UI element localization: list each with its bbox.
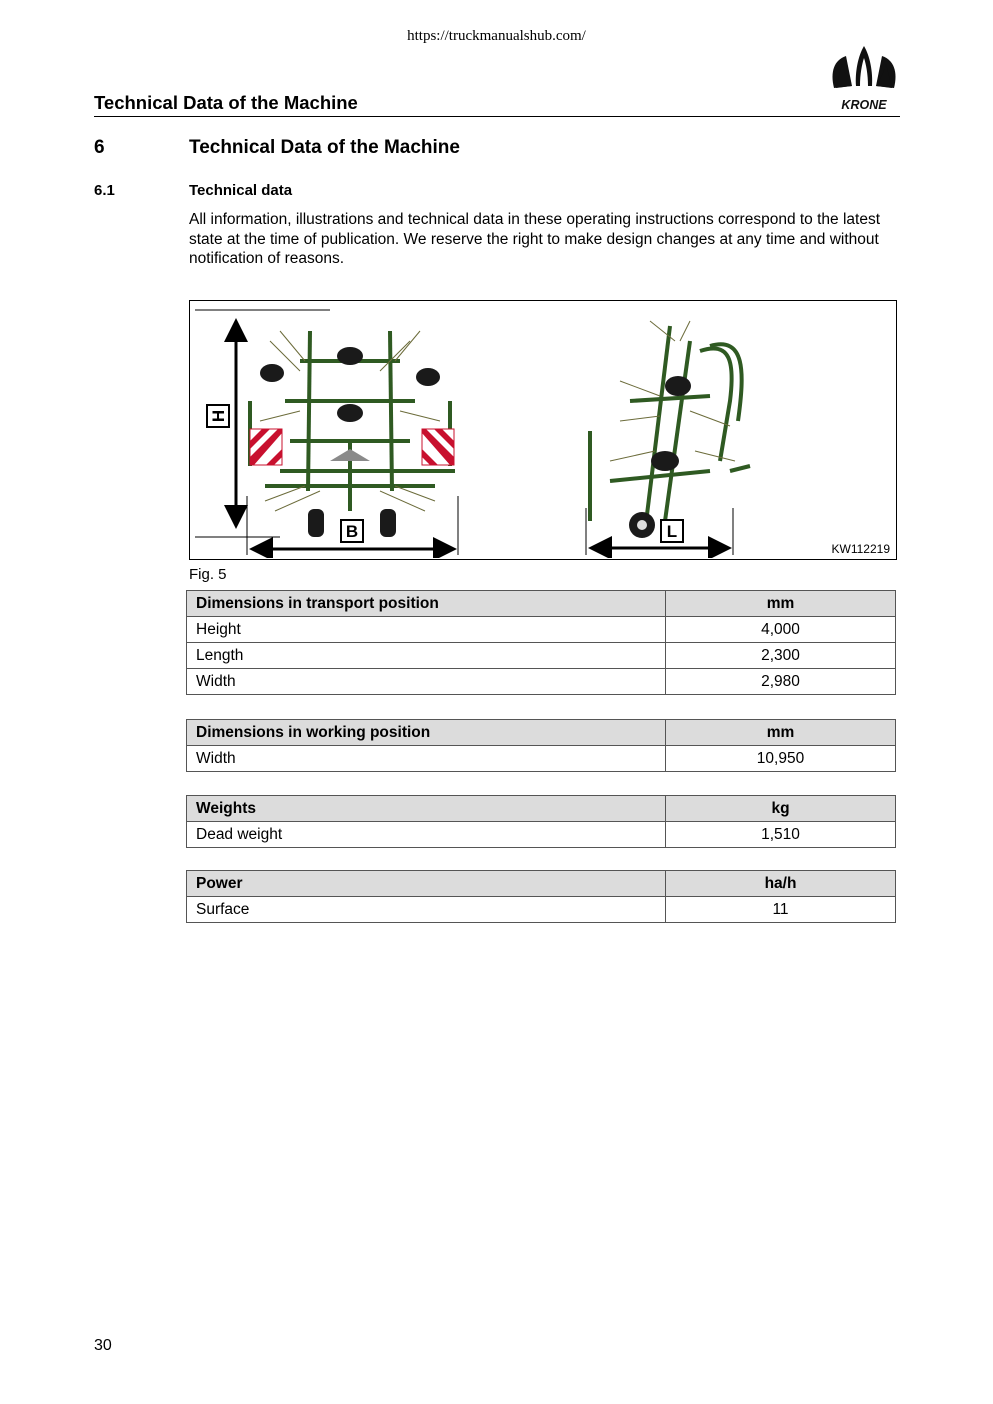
center-shield — [330, 449, 370, 461]
source-url[interactable]: https://truckmanualshub.com/ — [407, 28, 586, 44]
table-header-row — [187, 591, 896, 617]
intro-paragraph: All information, illustrations and technical data in these operating instructions correspond to the latest state at the time of publication. We reserve the right to make design changes at any time and without notification of reasons. — [189, 211, 880, 267]
table-cell-label: Width — [187, 669, 666, 695]
table-row — [187, 746, 896, 772]
table-header-cell: Power — [187, 871, 666, 897]
machine-illustration — [190, 301, 895, 558]
header-divider — [94, 116, 900, 117]
table-row — [187, 897, 896, 923]
table-cell-label: Surface — [187, 897, 666, 923]
table-cell-value: 4,000 — [666, 617, 896, 643]
section-title: Technical data — [189, 182, 293, 199]
table-header-unit: kg — [666, 796, 896, 822]
table-cell-value: 2,980 — [666, 669, 896, 695]
running-header-title: Technical Data of the Machine — [94, 92, 358, 113]
krone-logo — [828, 42, 900, 112]
chapter-number: 6 — [94, 137, 105, 158]
table-cell-value: 10,950 — [666, 746, 896, 772]
length-label: L — [666, 522, 678, 541]
table-cell-value: 2,300 — [666, 643, 896, 669]
table-header-cell: Weights — [187, 796, 666, 822]
weights-table — [186, 795, 896, 848]
table-cell-label: Height — [187, 617, 666, 643]
table-row — [187, 643, 896, 669]
section-number: 6.1 — [94, 182, 115, 199]
table-cell-value: 11 — [666, 897, 896, 923]
table-row — [187, 669, 896, 695]
table-cell-label: Length — [187, 643, 666, 669]
table-header-cell: Dimensions in transport position — [187, 591, 666, 617]
height-label: H — [209, 409, 228, 423]
table-row — [187, 617, 896, 643]
figure-code: KW112219 — [831, 542, 890, 556]
table-header-unit: ha/h — [666, 871, 896, 897]
table-row — [187, 822, 896, 848]
chapter-title: Technical Data of the Machine — [189, 137, 460, 158]
machine-dimension-figure — [189, 300, 897, 560]
width-label: B — [345, 522, 359, 541]
logo-wordmark: KRONE — [841, 98, 887, 112]
side-view — [590, 326, 750, 531]
table-header-cell: Dimensions in working position — [187, 720, 666, 746]
table-cell-value: 1,510 — [666, 822, 896, 848]
table-header-unit: mm — [666, 720, 896, 746]
table-cell-label: Dead weight — [187, 822, 666, 848]
power-table — [186, 870, 896, 923]
table-header-unit: mm — [666, 591, 896, 617]
table-cell-label: Width — [187, 746, 666, 772]
table-header-row — [187, 720, 896, 746]
transport-dimensions-table — [186, 590, 896, 695]
page-number: 30 — [94, 1337, 112, 1354]
table-header-row — [187, 871, 896, 897]
figure-caption: Fig. 5 — [189, 566, 227, 583]
working-dimensions-table — [186, 719, 896, 772]
table-header-row — [187, 796, 896, 822]
